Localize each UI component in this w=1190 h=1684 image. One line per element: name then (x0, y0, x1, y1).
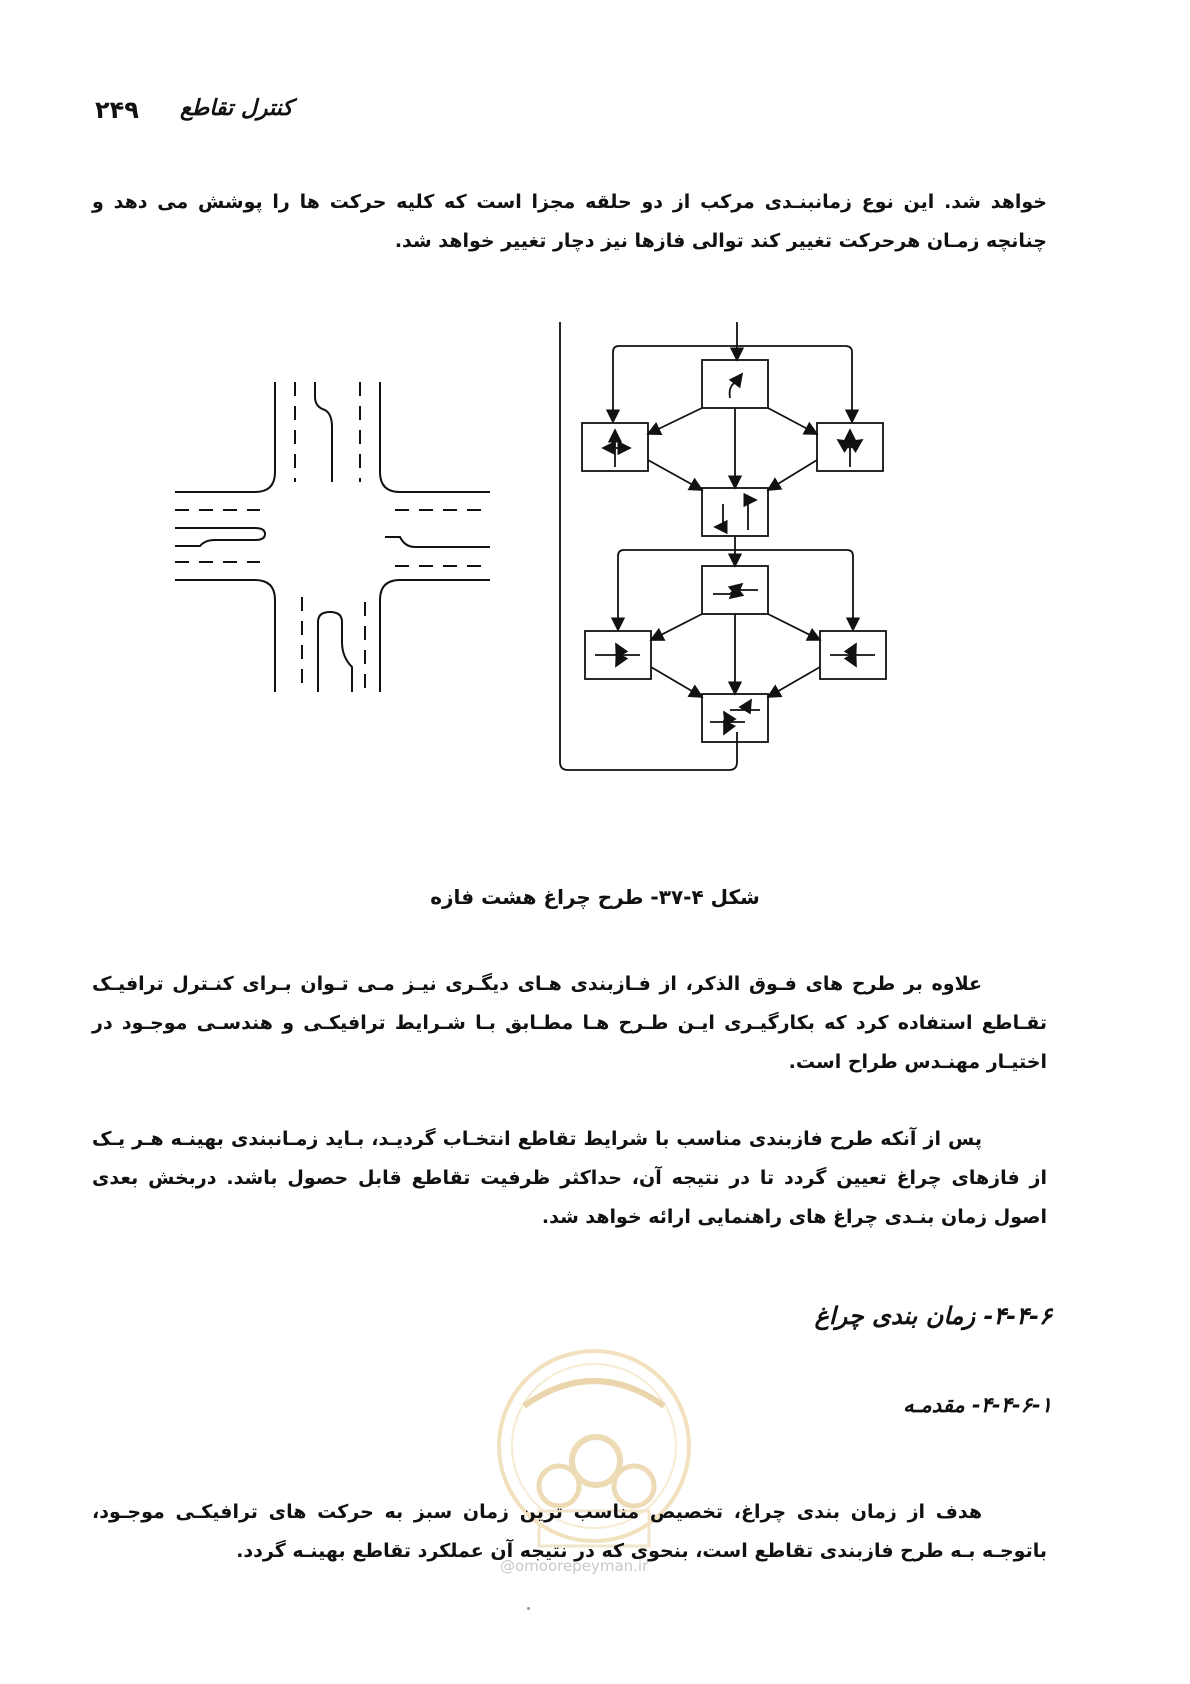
movement-arrow-icon (710, 700, 760, 734)
movement-arrow-icon (715, 500, 756, 530)
phase-ring-diagram (560, 322, 886, 770)
movement-arrow-icon (838, 430, 862, 467)
movement-arrow-icon (830, 644, 875, 666)
paragraph-timing-intro: پس از آنکه طرح فازبندی مناسب با شرایط تقاطع انتخـاب گردیـد، بـاید زمـانبندی بهینـه هـر یـک از فازهای چراغ تعیین گردد تا در نتیجه آن، حداکثر ظرفیت تقاطع قابل حصول باشد. دربخش بعدی اصول زمان بنـدی چراغ های راهنمایی ارائه خواهد شد. (92, 1128, 1047, 1228)
phase-box-4 (702, 488, 768, 536)
intersection-diagram (175, 382, 490, 692)
page-number: ۲۴۹ (95, 96, 139, 124)
movement-arrow-icon (603, 430, 630, 467)
subsection-heading: ۴-۴-۶-۱- مقدمـه (903, 1393, 1052, 1417)
running-title: کنترل تقاطع (180, 96, 293, 121)
movement-arrow-icon (730, 374, 742, 398)
eight-phase-signal-figure (170, 322, 970, 842)
watermark-url: @omoorepeyman.ir (500, 1557, 649, 1575)
paragraph-timing-goal: هدف از زمان بندی چراغ، تخصیص مناسب ترین زمان سبز به حرکت های ترافیکـی موجـود، باتوجـه بـه طرح فازبندی تقاطع است، بنحوی که در نتیجه آن عملکرد تقاطع بهینـه گردد. (92, 1501, 1047, 1562)
page-header (90, 92, 340, 132)
phase-box-8 (702, 694, 768, 742)
phase-box-1 (702, 360, 768, 408)
section-heading: ۴-۴-۶- زمان بندی چراغ (814, 1302, 1052, 1330)
paragraph-other-phasing: علاوه بر طرح های فـوق الذکر، از فـازبندی هـای دیگـری نیـز مـی تـوان بـرای کنـترل ترافیـک تقـاطع استفاده کرد که بکارگیـری ایـن طـرح هـا مطـابق بـا شـرایط ترافیکـی و هندسـی موجـود در اختیـار مهنـدس طراح است. (92, 973, 1047, 1073)
movement-arrow-icon (595, 644, 640, 666)
movement-arrow-icon (713, 584, 758, 598)
figure-caption: شکل ۴-۳۷- طرح چراغ هشت فازه (430, 885, 760, 909)
paragraph-intro: خواهد شد. این نوع زمانبنـدی مرکب از دو حلقه مجزا است که کلیه حرکت ها را پوشش می دهد و چنانچه زمـان هرحرکت تغییر کند توالی فازها نیز دچار تغییر خواهد شد. (92, 191, 1047, 252)
scan-speck (527, 1607, 530, 1610)
